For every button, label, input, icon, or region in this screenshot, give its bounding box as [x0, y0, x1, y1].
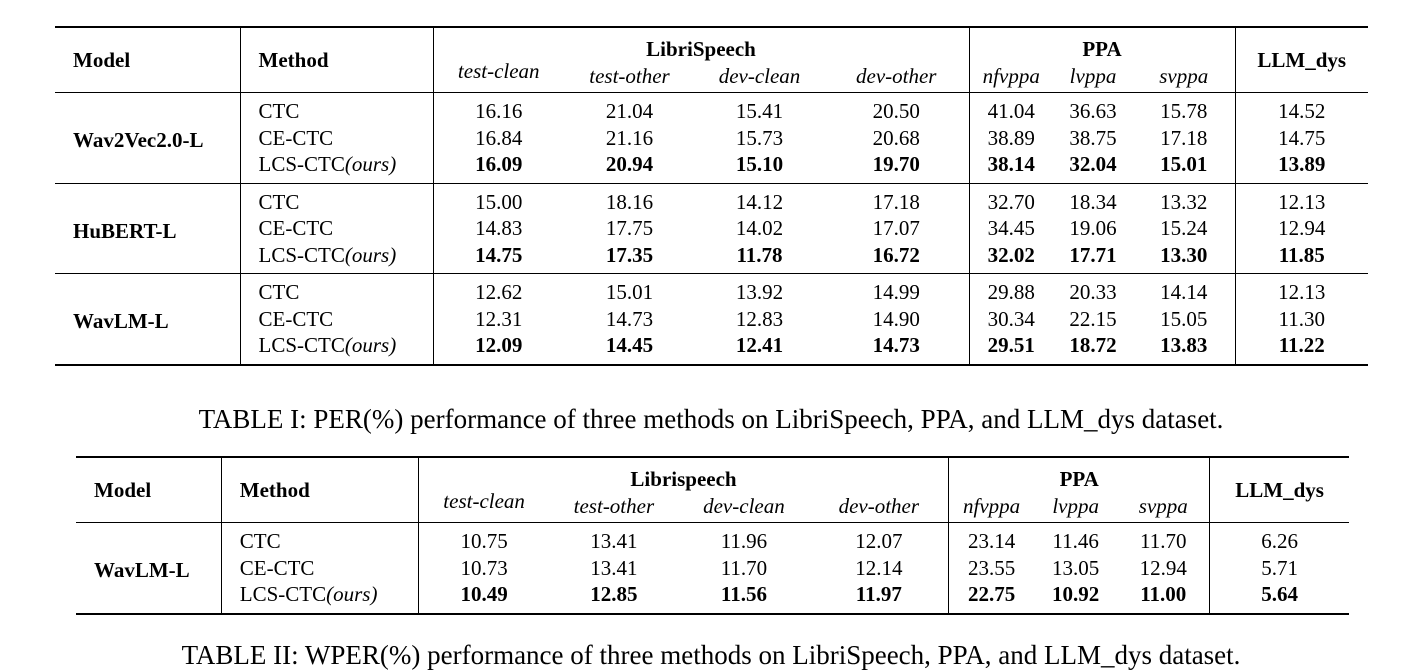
- value-cell: 11.46: [1034, 523, 1117, 555]
- subcol-test-other: test-other: [589, 64, 670, 88]
- value-cell: 5.71: [1210, 555, 1349, 582]
- method-cell: [240, 215, 433, 242]
- value-cell: 11.96: [678, 523, 809, 555]
- model-header: Model: [76, 457, 221, 523]
- method-cell: [221, 523, 418, 555]
- table-row: [55, 215, 1368, 242]
- table-row: [55, 306, 1368, 333]
- ours-tag: (ours): [344, 152, 397, 176]
- value-cell: 10.73: [418, 555, 549, 582]
- value-cell: 14.73: [824, 332, 969, 365]
- method-cell: [240, 306, 433, 333]
- value-cell: 15.01: [1160, 152, 1208, 176]
- value-cell: 5.64: [1210, 581, 1349, 614]
- value-cell: 32.70: [969, 183, 1053, 215]
- method-name: LCS-CTC: [258, 333, 345, 357]
- method-header: Method: [240, 27, 433, 93]
- value-cell: 20.68: [872, 125, 920, 150]
- ppa-header: PPA: [949, 457, 1210, 490]
- model-name: WavLM-L: [55, 274, 240, 365]
- value-cell: 14.52: [1235, 93, 1368, 125]
- value-cell: 13.92: [695, 274, 824, 306]
- value-cell: 15.24: [1160, 216, 1208, 240]
- subcol-nfvppa: nfvppa: [969, 60, 1053, 93]
- ours-tag: (ours): [344, 242, 397, 267]
- value-cell: 17.75: [605, 216, 654, 240]
- value-cell: 12.13: [1235, 274, 1368, 306]
- method-name: CTC: [258, 280, 300, 304]
- value-cell: 12.62: [433, 274, 564, 306]
- method-cell: [240, 332, 433, 365]
- value-cell: 11.30: [1235, 306, 1368, 333]
- value-cell: 23.14: [949, 523, 1034, 555]
- value-cell: 11.22: [1235, 332, 1368, 365]
- value-cell: 13.32: [1133, 183, 1235, 215]
- librispeech-header: Librispeech: [418, 457, 948, 490]
- table-row: [76, 581, 1349, 614]
- value-cell: 6.26: [1210, 523, 1349, 555]
- value-cell: 12.31: [433, 306, 564, 333]
- value-cell: 12.85: [549, 581, 678, 614]
- value-cell: 21.16: [605, 125, 654, 150]
- value-cell: 32.04: [1069, 152, 1117, 176]
- ppa-header: PPA: [969, 27, 1235, 60]
- value-cell: 12.14: [855, 555, 903, 580]
- value-cell: 17.35: [605, 242, 654, 267]
- value-cell: 17.07: [872, 216, 920, 240]
- table-row: [55, 93, 1368, 125]
- table-row: [76, 523, 1349, 555]
- value-cell: 13.30: [1160, 242, 1208, 267]
- ours-tag: (ours): [344, 333, 397, 357]
- value-cell: 14.83: [433, 215, 564, 242]
- value-cell: 29.88: [969, 274, 1053, 306]
- table-2: [76, 456, 1349, 615]
- value-cell: 11.78: [736, 242, 783, 267]
- value-cell: 10.75: [418, 523, 549, 555]
- value-cell: 15.78: [1133, 93, 1235, 125]
- value-cell: 10.92: [1034, 581, 1117, 614]
- model-name: Wav2Vec2.0-L: [55, 93, 240, 184]
- table-row: [55, 151, 1368, 183]
- value-cell: 16.09: [433, 151, 564, 183]
- subcol-test-clean: test-clean: [433, 60, 564, 93]
- method-cell: [221, 581, 418, 614]
- value-cell: 14.45: [564, 332, 695, 365]
- table-row: [55, 183, 1368, 215]
- value-cell: 14.90: [872, 306, 920, 331]
- value-cell: 23.55: [949, 555, 1034, 582]
- table-row: [55, 125, 1368, 152]
- value-cell: 12.41: [695, 332, 824, 365]
- table-row: [55, 332, 1368, 365]
- value-cell: 20.50: [824, 93, 969, 125]
- subcol-svppa: svppa: [1159, 64, 1209, 88]
- method-header: Method: [221, 457, 418, 523]
- value-cell: 15.05: [1160, 306, 1208, 331]
- subcol-test-clean: test-clean: [418, 490, 549, 523]
- subcol-dev-other: dev-other: [838, 494, 920, 518]
- value-cell: 19.70: [872, 152, 920, 176]
- method-name: CE-CTC: [258, 306, 334, 331]
- method-cell: [240, 183, 433, 215]
- method-name: LCS-CTC: [258, 242, 345, 267]
- value-cell: 12.09: [433, 332, 564, 365]
- value-cell: 12.94: [1235, 215, 1368, 242]
- value-cell: 11.85: [1235, 242, 1368, 274]
- value-cell: 20.33: [1053, 274, 1133, 306]
- method-name: CTC: [239, 529, 281, 553]
- value-cell: 41.04: [969, 93, 1053, 125]
- value-cell: 29.51: [969, 332, 1053, 365]
- value-cell: 22.75: [949, 581, 1034, 614]
- method-cell: [240, 125, 433, 152]
- table-1-caption: TABLE I: PER(%) performance of three methods on LibriSpeech, PPA, and LLM_dys dataset.: [198, 404, 1224, 434]
- value-cell: 11.00: [1117, 581, 1209, 614]
- value-cell: 10.49: [418, 581, 549, 614]
- subcol-nfvppa: nfvppa: [949, 490, 1034, 523]
- value-cell: 14.02: [735, 216, 784, 240]
- llm-dys-header: LLM_dys: [1235, 27, 1368, 93]
- method-cell: [240, 151, 433, 183]
- subcol-svppa: svppa: [1138, 494, 1188, 518]
- value-cell: 17.18: [1160, 125, 1208, 150]
- value-cell: 14.73: [605, 306, 654, 331]
- subcol-dev-clean: dev-clean: [718, 64, 801, 88]
- method-name: LCS-CTC: [239, 582, 327, 606]
- value-cell: 14.99: [824, 274, 969, 306]
- value-cell: 16.72: [872, 242, 920, 267]
- value-cell: 13.41: [549, 523, 678, 555]
- method-cell: [240, 242, 433, 274]
- table-row: [55, 274, 1368, 306]
- value-cell: 17.18: [824, 183, 969, 215]
- method-name: CE-CTC: [239, 555, 315, 580]
- value-cell: 18.72: [1053, 332, 1133, 365]
- value-cell: 30.34: [969, 306, 1053, 333]
- value-cell: 20.94: [605, 152, 654, 176]
- value-cell: 15.00: [433, 183, 564, 215]
- value-cell: 38.89: [969, 125, 1053, 152]
- model-name: WavLM-L: [76, 523, 221, 614]
- value-cell: 15.41: [695, 93, 824, 125]
- model-name: HuBERT-L: [55, 183, 240, 274]
- table-1: [55, 26, 1368, 366]
- subcol-lvppa: lvppa: [1069, 64, 1117, 88]
- table-row: [55, 242, 1368, 274]
- method-cell: [240, 274, 433, 306]
- value-cell: 14.14: [1133, 274, 1235, 306]
- subcol-test-other: test-other: [573, 494, 655, 518]
- value-cell: 32.02: [969, 242, 1053, 274]
- value-cell: 21.04: [564, 93, 695, 125]
- value-cell: 15.73: [735, 125, 784, 150]
- value-cell: 13.89: [1235, 151, 1368, 183]
- subcol-lvppa: lvppa: [1052, 494, 1099, 518]
- value-cell: 12.83: [735, 306, 784, 331]
- value-cell: 14.12: [695, 183, 824, 215]
- llm-dys-header: LLM_dys: [1210, 457, 1349, 523]
- value-cell: 18.34: [1053, 183, 1133, 215]
- subcol-dev-clean: dev-clean: [703, 494, 785, 518]
- method-name: LCS-CTC: [258, 152, 345, 176]
- value-cell: 13.41: [590, 555, 638, 580]
- value-cell: 13.83: [1133, 332, 1235, 365]
- method-cell: [240, 93, 433, 125]
- value-cell: 17.71: [1069, 242, 1117, 267]
- value-cell: 16.84: [433, 125, 564, 152]
- value-cell: 11.56: [678, 581, 809, 614]
- value-cell: 12.94: [1139, 555, 1187, 580]
- value-cell: 12.07: [809, 523, 948, 555]
- value-cell: 15.10: [735, 152, 784, 176]
- value-cell: 11.70: [1117, 523, 1209, 555]
- value-cell: 11.70: [720, 555, 768, 580]
- method-cell: [221, 555, 418, 582]
- value-cell: 38.75: [1069, 125, 1117, 150]
- value-cell: 22.15: [1069, 306, 1117, 331]
- table-2-caption: TABLE II: WPER(%) performance of three methods on LibriSpeech, PPA, and LLM_dys dataset.: [181, 640, 1241, 670]
- value-cell: 14.75: [1235, 125, 1368, 152]
- value-cell: 18.16: [564, 183, 695, 215]
- value-cell: 19.06: [1069, 216, 1117, 240]
- subcol-dev-other: dev-other: [856, 64, 937, 88]
- model-header: Model: [55, 27, 240, 93]
- method-name: CE-CTC: [258, 125, 334, 150]
- value-cell: 11.97: [809, 581, 948, 614]
- value-cell: 34.45: [969, 215, 1053, 242]
- value-cell: 14.75: [433, 242, 564, 274]
- librispeech-header: LibriSpeech: [433, 27, 969, 60]
- method-name: CTC: [258, 189, 300, 214]
- value-cell: 38.14: [969, 151, 1053, 183]
- value-cell: 13.05: [1052, 555, 1100, 580]
- method-name: CTC: [258, 99, 300, 123]
- value-cell: 15.01: [564, 274, 695, 306]
- header-row: [76, 457, 1349, 490]
- value-cell: 36.63: [1053, 93, 1133, 125]
- table-row: [76, 555, 1349, 582]
- method-name: CE-CTC: [258, 216, 334, 240]
- ours-tag: (ours): [326, 582, 378, 606]
- value-cell: 16.16: [433, 93, 564, 125]
- value-cell: 12.13: [1235, 183, 1368, 215]
- header-row: [55, 27, 1368, 60]
